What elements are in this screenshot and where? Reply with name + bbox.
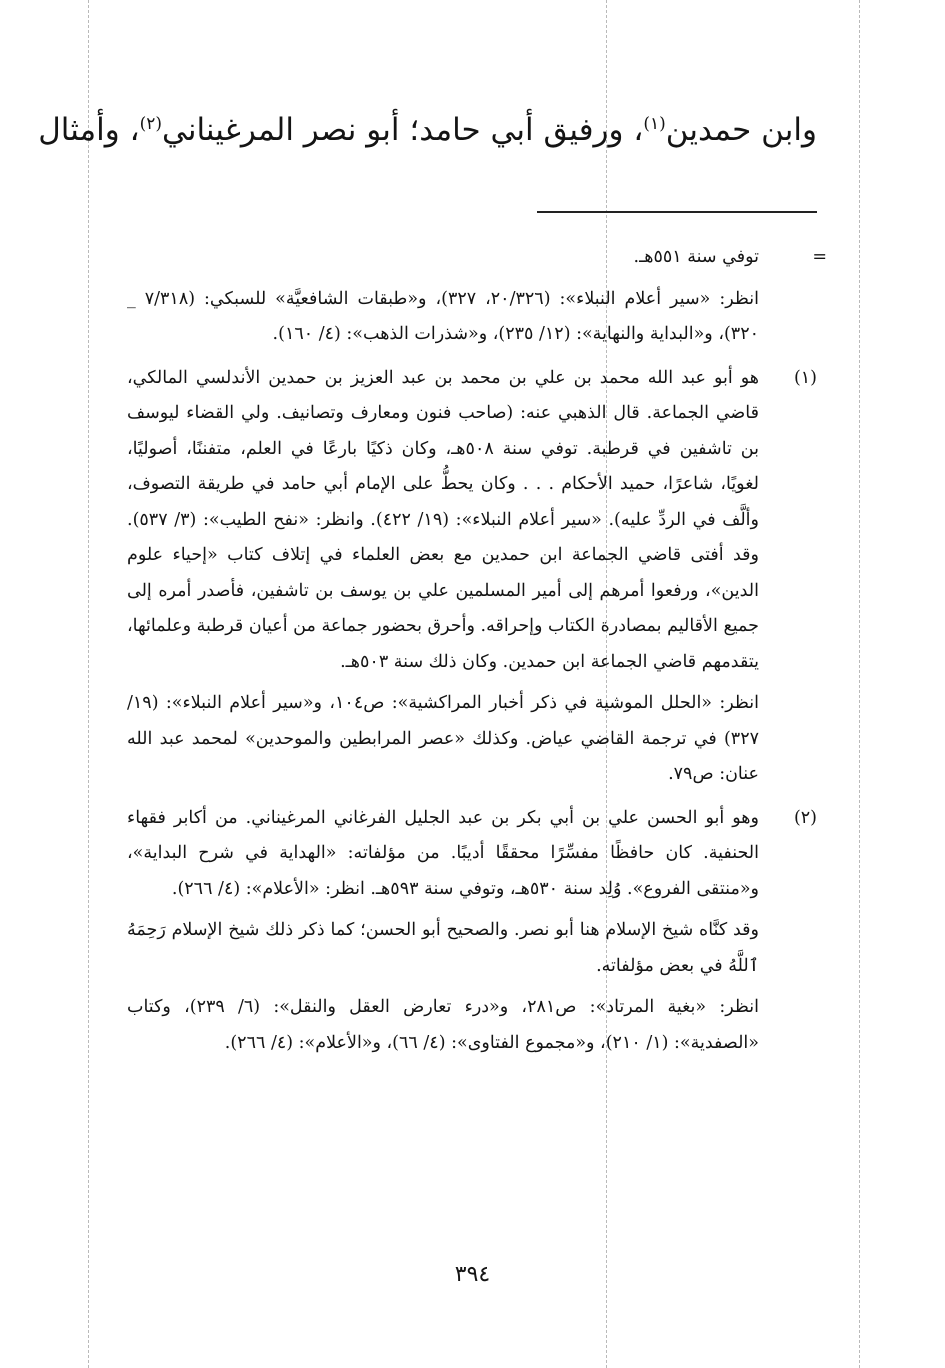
continuation-line-1: توفي سنة ٥٥١هـ. [633,247,759,267]
footnote-2-paragraph-2: وقد كنَّاه شيخ الإسلام هنا أبو نصر. والصحيح أبو الحسن؛ كما ذكر ذلك شيخ الإسلام رَحِمَهُ ٱللَّهُ في بعض مؤلفاته. [127,920,759,976]
footnote-ref-2: (٢) [139,114,163,134]
main-text-part-1: وابن حمدين [665,112,817,148]
footnote-1 [127,361,817,793]
footnote-1-paragraph-1: هو أبو عبد الله محمد بن علي بن محمد بن عبد العزيز بن حمدين الأندلسي المالكي، قاضي الجماعة. قال الذهبي عنه: (صاحب فنون ومعارف وتصانيف. ولي القضاء ليوسف بن تاشفين في قرطبة. توفي سنة ٥٠٨هـ، وكان ذكيًا بارعًا في العلم، متفننًا، أصوليًا، لغويًا، شاعرًا، حميد الأحكام . . . وكان يحطُّ على الإمام أبي حامد في طريقة التصوف، وألَّف في الردِّ عليه). «سير أعلام النبلاء»: (١٩/ ٤٢٢). وانظر: «نفح الطيب»: (٣/ ٥٣٧). وقد أفتى قاضي الجماعة ابن حمدين مع بعض العلماء في إتلاف كتاب «إحياء علوم الدين»، ورفعوا أمرهم إلى أمير المسلمين علي بن يوسف بن تاشفين، فأصدر أمره إلى جميع الأقاليم بمصادرة الكتاب وإحراقه. وأحرق بحضور جماعة من أعيان قرطبة وعلمائها، يتقدمهم قاضي الجماعة ابن حمدين. وكان ذلك سنة ٥٠٣هـ. [127,367,759,672]
footnote-2-number: (٢) [793,807,817,828]
continuation-line-2: انظر: «سير أعلام النبلاء»: (٢٠/٣٢٦، ٣٢٧)، و«طبقات الشافعيَّة» للسبكي: (٧/٣١٨ _ ٣٢٠)، و«البداية والنهاية»: (١٢/ ٢٣٥)، و«شذرات الذهب»: (٤/ ١٦٠). [127,288,759,344]
footnote-2-paragraph-1: وهو أبو الحسن علي بن أبي بكر بن عبد الجليل الفرغاني المرغيناني. من أكابر فقهاء الحنفية. كان حافظًا مفسِّرًا محققًا أديبًا. من مؤلفاته: «الهداية في شرح البداية»، و«منتقى الفروع». وُلِد سنة ٥٣٠هـ، وتوفي سنة ٥٩٣هـ. انظر: «الأعلام»: (٤/ ٢٦٦). [127,807,759,899]
footnote-2 [127,801,817,1062]
continuation-marker: = [812,247,827,267]
footnote-separator [537,211,817,213]
footnote-2-paragraph-3: انظر: «بغية المرتاد»: ص٢٨١، و«درء تعارض العقل والنقل»: (٦/ ٢٣٩)، وكتاب «الصفدية»: (١/ ٢١٠)، و«مجموع الفتاوى»: (٤/ ٦٦)، و«الأعلام»: (٤/ ٢٦٦). [127,997,759,1053]
footnote-1-paragraph-2: انظر: «الحلل الموشية في ذكر أخبار المراكشية»: ص١٠٤، و«سير أعلام النبلاء»: (١٩/ ٣٢٧) في ترجمة القاضي عياض. وكذلك «عصر المرابطين والموحدين» لمحمد عبد الله عنان: ص٧٩. [127,693,760,784]
main-text-line [38,100,817,160]
main-text-part-2: ، ورفيق أبي حامد؛ أبو نصر المرغيناني [162,112,644,148]
main-text-part-3: ، وأمثال [38,112,140,148]
footnote-continuation [127,240,827,353]
page-number: ٣٩٤ [454,1262,491,1287]
footnote-1-number: (١) [793,367,817,388]
footnotes-block [127,240,827,1061]
footnote-ref-1: (١) [643,114,666,134]
